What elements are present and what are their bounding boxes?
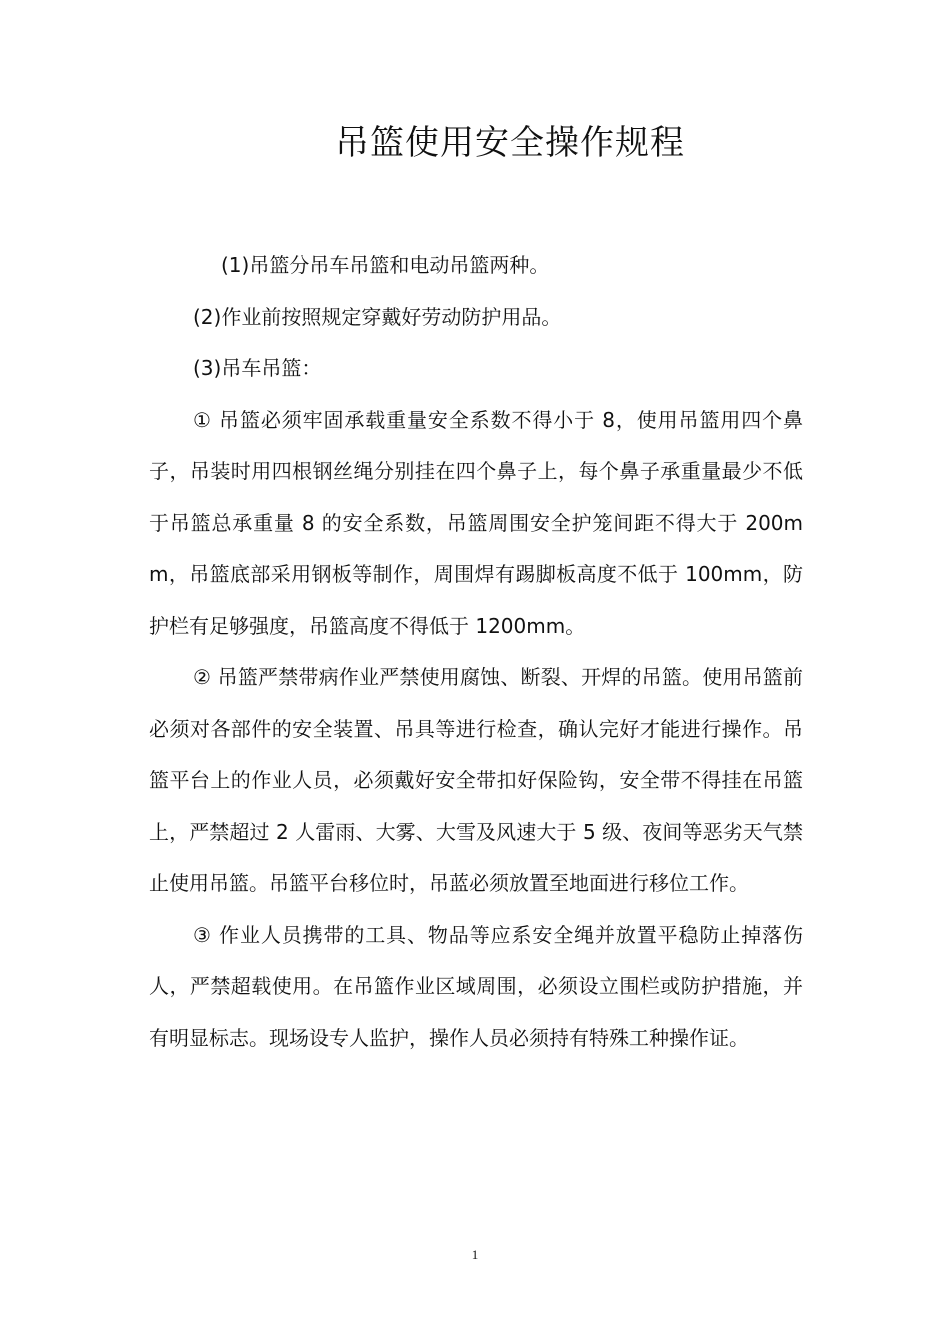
paragraph-4: ① 吊篮必须牢固承载重量安全系数不得小于 8，使用吊篮用四个鼻子，吊装时用四根钢丝绳分别挂在四个鼻子上，每个鼻子承重量最少不低于吊篮总承重量 8 的安全系数，吊篮周围安全护笼间距不得大于 200mm，吊篮底部采用钢板等制作，周围焊有踢脚板高度不低于 100mm，防护栏有足够强度，吊篮高度不得低于 1200mm。	[149, 407, 803, 638]
paragraph-1: (1)吊篮分吊车吊篮和电动吊篮两种。	[221, 253, 550, 277]
page-number: 1	[471, 1247, 479, 1262]
document-title: 吊篮使用安全操作规程	[335, 123, 685, 163]
document-body	[149, 240, 803, 1064]
paragraph-2: (2)作业前按照规定穿戴好劳动防护用品。	[193, 304, 562, 329]
paragraph-5: ② 吊篮严禁带病作业严禁使用腐蚀、断裂、开焊的吊篮。使用吊篮前必须对各部件的安全装置、吊具等进行检查，确认完好才能进行操作。吊篮平台上的作业人员，必须戴好安全带扣好保险钩，安全带不得挂在吊篮上，严禁超过 2 人雷雨、大雾、大雪及风速大于 5 级、夜间等恶劣天气禁止使用吊篮。吊篮平台移位时，吊蓝必须放置至地面进行移位工作。	[149, 665, 803, 895]
paragraph-3: (3)吊车吊篮：	[193, 356, 322, 380]
paragraph-6: ③ 作业人员携带的工具、物品等应系安全绳并放置平稳防止掉落伤人，严禁超载使用。在吊篮作业区域周围，必须设立围栏或防护措施，并有明显标志。现场设专人监护，操作人员必须持有特殊工种操作证。	[149, 922, 803, 1050]
